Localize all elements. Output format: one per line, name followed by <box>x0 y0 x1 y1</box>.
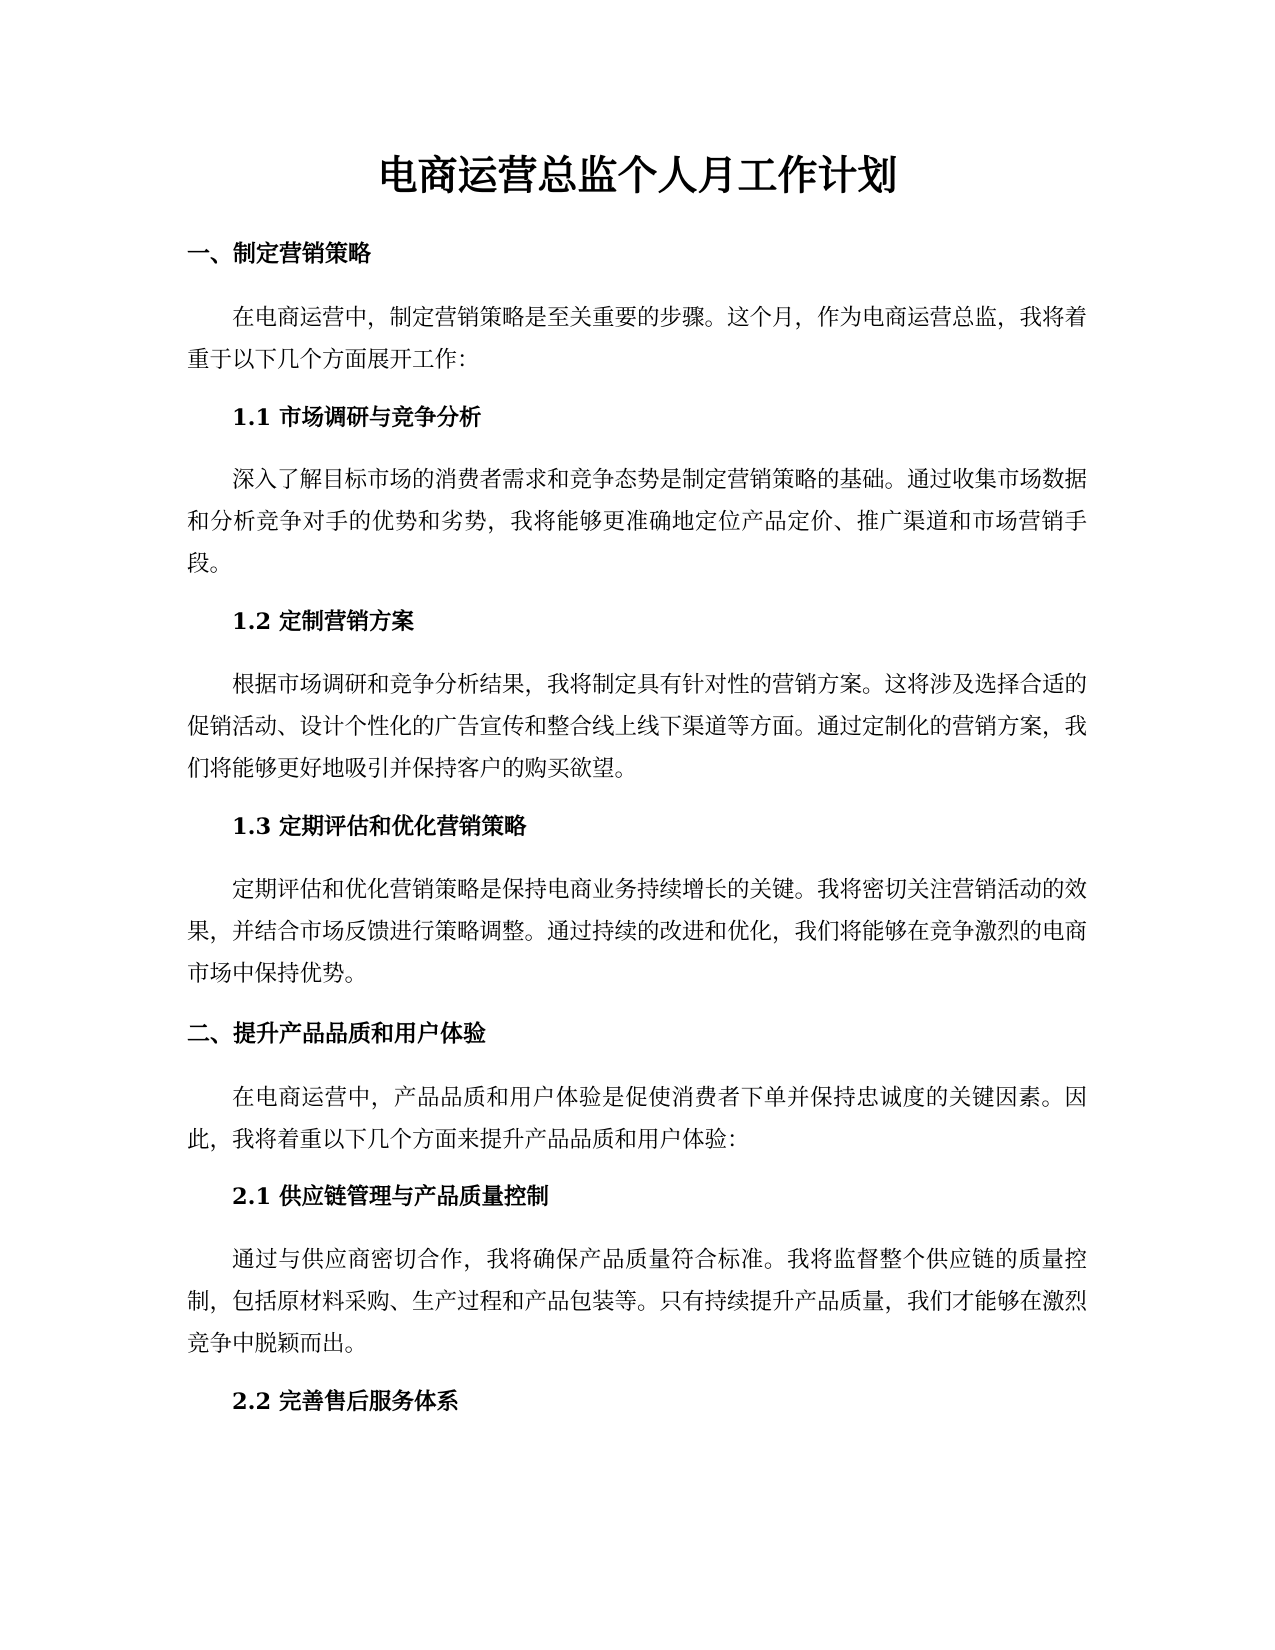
subsection-1-2-body: 根据市场调研和竞争分析结果，我将制定具有针对性的营销方案。这将涉及选择合适的促销活动、设计个性化的广告宣传和整合线上线下渠道等方面。通过定制化的营销方案，我们将能够更好地吸引并保持客户的购买欲望。 <box>187 672 1088 782</box>
section-2-heading: 二、提升产品品质和用户体验 <box>187 1021 486 1047</box>
subsection-1-3-heading: 1.3 定期评估和优化营销策略 <box>232 814 527 840</box>
section-1-intro: 在电商运营中，制定营销策略是至关重要的步骤。这个月，作为电商运营总监，我将着重于以下几个方面展开工作： <box>187 305 1088 373</box>
subsection-1-3-body: 定期评估和优化营销策略是保持电商业务持续增长的关键。我将密切关注营销活动的效果，并结合市场反馈进行策略调整。通过持续的改进和优化，我们将能够在竞争激烈的电商市场中保持优势。 <box>187 877 1088 987</box>
subsection-2-1-body: 通过与供应商密切合作，我将确保产品质量符合标准。我将监督整个供应链的质量控制，包括原材料采购、生产过程和产品包装等。只有持续提升产品质量，我们才能够在激烈竞争中脱颖而出。 <box>187 1247 1088 1357</box>
document-title: 电商运营总监个人月工作计划 <box>377 153 898 199</box>
subsection-2-1-heading: 2.1 供应链管理与产品质量控制 <box>232 1184 549 1210</box>
subsection-2-2-heading: 2.2 完善售后服务体系 <box>232 1389 459 1415</box>
section-1-heading: 一、制定营销策略 <box>187 241 371 267</box>
section-2-intro: 在电商运营中，产品品质和用户体验是促使消费者下单并保持忠诚度的关键因素。因此，我将着重以下几个方面来提升产品品质和用户体验： <box>187 1085 1087 1153</box>
subsection-1-1-body: 深入了解目标市场的消费者需求和竞争态势是制定营销策略的基础。通过收集市场数据和分析竞争对手的优势和劣势，我将能够更准确地定位产品定价、推广渠道和市场营销手段。 <box>187 467 1088 577</box>
subsection-1-1-heading: 1.1 市场调研与竞争分析 <box>232 405 482 431</box>
subsection-1-2-heading: 1.2 定制营销方案 <box>232 609 414 635</box>
